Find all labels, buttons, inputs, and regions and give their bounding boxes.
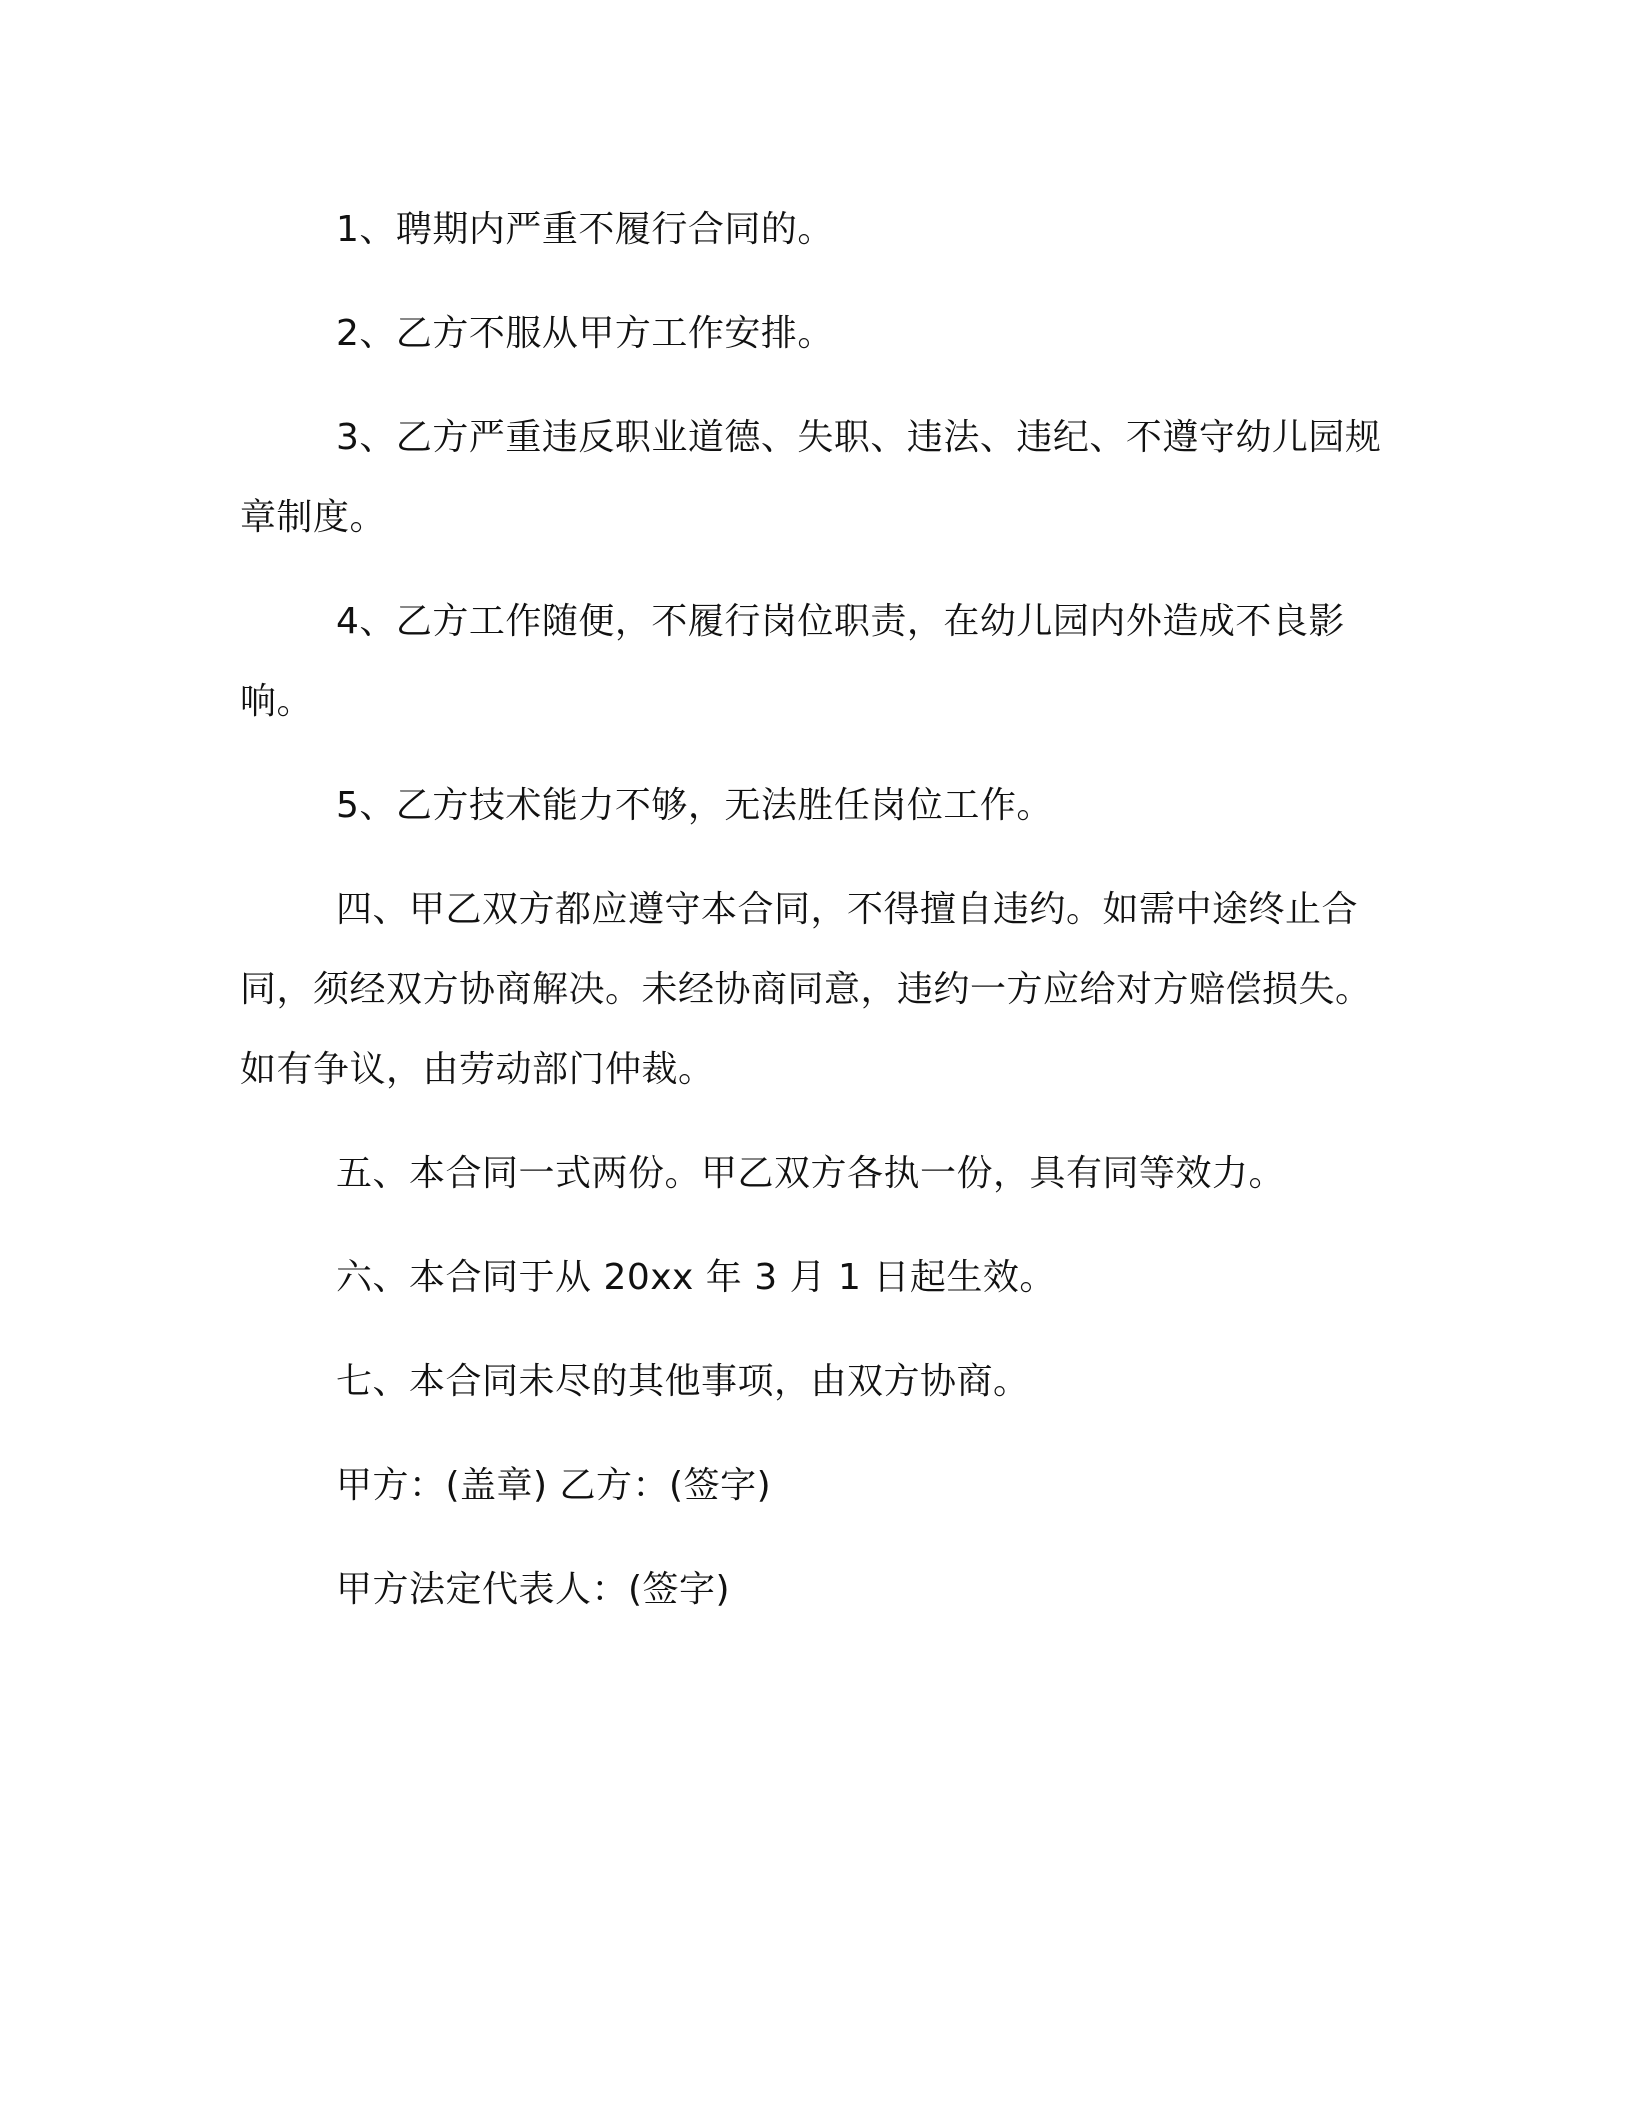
section-five: 五、本合同一式两份。甲乙双方各执一份，具有同等效力。 [336,1153,1286,1194]
document-body [240,190,1390,1654]
clause-2: 2、乙方不服从甲方工作安排。 [336,313,834,354]
clause-3: 3、乙方严重违反职业道德、失职、违法、违纪、不遵守幼儿园规章制度。 [240,417,1382,538]
section-seven: 七、本合同未尽的其他事项，由双方协商。 [336,1361,1030,1402]
clause-1: 1、聘期内严重不履行合同的。 [336,209,834,250]
signature-legal-representative: 甲方法定代表人：(签字) [336,1569,731,1610]
clause-4: 4、乙方工作随便，不履行岗位职责，在幼儿园内外造成不良影响。 [240,601,1345,722]
section-six: 六、本合同于从 20xx 年 3 月 1 日起生效。 [336,1257,1056,1298]
signature-parties: 甲方：(盖章) 乙方：(签字) [336,1465,772,1506]
clause-5: 5、乙方技术能力不够，无法胜任岗位工作。 [336,785,1053,826]
section-four: 四、甲乙双方都应遵守本合同，不得擅自违约。如需中途终止合同，须经双方协商解决。未经协商同意，违约一方应给对方赔偿损失。如有争议，由劳动部门仲裁。 [240,889,1372,1090]
